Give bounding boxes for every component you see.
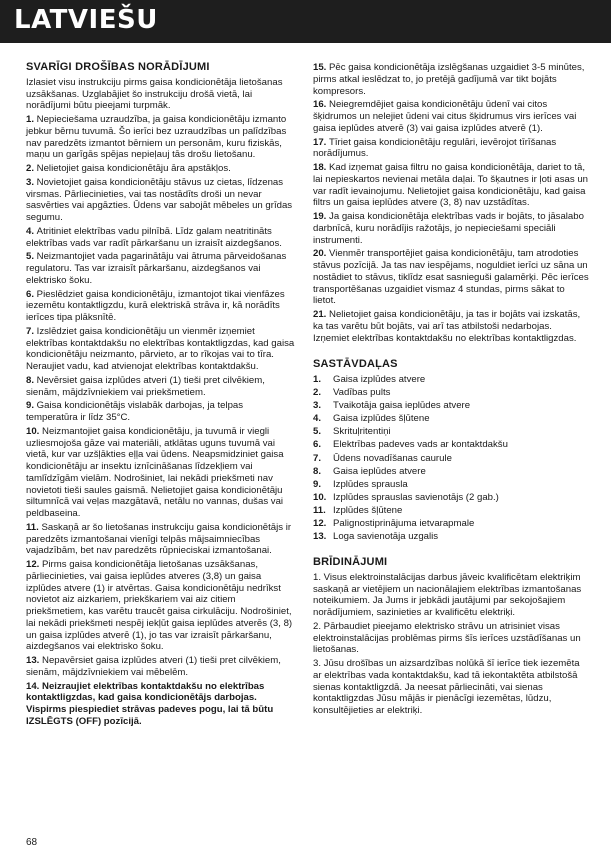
- safety-item-number: 15.: [313, 62, 330, 73]
- parts-item: [313, 453, 590, 465]
- parts-item-text: Tvaikotāja gaisa ieplūdes atvere: [333, 400, 471, 412]
- safety-item: [313, 211, 590, 246]
- parts-list: [313, 374, 590, 543]
- safety-item: [26, 681, 297, 728]
- safety-item: [26, 177, 297, 224]
- parts-item: [313, 413, 590, 425]
- parts-item: [313, 479, 590, 491]
- parts-item-text: Gaisa ieplūdes atvere: [333, 465, 426, 477]
- parts-item: [313, 518, 590, 530]
- safety-item-text: Nelietojiet gaisa kondicionētāju āra apstākļos.: [36, 163, 231, 174]
- safety-item: [26, 559, 297, 653]
- safety-item-text: Kad izņemat gaisa filtru no gaisa kondicionētāja, dariet to tā, lai nepieskartos nevienai metāla daļai. To šķautnes ir ļoti asas un var radīt ievainojumu. Nelietojiet gaisa kondicionētāju, kad gaisa filtrs un gaisa ieplūdes atvere (3, 8) nav uzstādītas.: [313, 162, 588, 209]
- parts-item: [313, 400, 590, 412]
- safety-item-text: Saskaņā ar šo lietošanas instrukciju gaisa kondicionētājs ir paredzēts izmantošanai vienīgi telpās mājsaimniecības vajadzībām, bet nav paredzēts rūpnieciskai izmantošanai.: [26, 521, 292, 557]
- safety-item-number: 2.: [26, 163, 37, 174]
- safety-list-left: [26, 114, 297, 728]
- safety-item-number: 11.: [26, 521, 42, 533]
- parts-item-text: Vadības pults: [333, 387, 391, 399]
- safety-item-number: 3.: [26, 176, 37, 188]
- safety-item: [26, 400, 297, 424]
- safety-item-number: 9.: [26, 400, 37, 412]
- parts-item-number: 6.: [313, 439, 322, 451]
- safety-item-number: 21.: [313, 309, 330, 320]
- parts-item: [313, 531, 590, 543]
- parts-item-number: 5.: [313, 426, 322, 438]
- parts-item-number: 8.: [313, 465, 322, 477]
- safety-item-text: Pirms gaisa kondicionētāja lietošanas uzsākšanas, pārliecinieties, vai gaisa ieplūdes atveres (3,8) un gaisa izplūdes atvere (1) ir atvērtas. Gaisa kondicionētāju nedrīkst novietot aiz aizkariem, priekškariem vai aiz citiem priekšmetiem, kas varētu traucēt gaisa cirkulāciju. Nodrošiniet, lai nekādi priekšmeti nespēj iekļūt gaisa ieplūdes atverēs (3, 8) un gaisa izplūdes atverē (1), jo tas var izraisīt pārkaršanu, aizdegšanos vai elektrisko šoku.: [26, 559, 293, 653]
- parts-item: [313, 426, 590, 438]
- safety-list-right: [313, 62, 590, 344]
- safety-item: [313, 62, 590, 97]
- safety-item-number: 18.: [313, 162, 330, 173]
- parts-item-number: 13.: [313, 531, 327, 543]
- parts-item-text: Loga savienotāja uzgalis: [333, 531, 439, 543]
- safety-item-number: 14.: [26, 680, 43, 692]
- right-column: [313, 62, 590, 719]
- parts-item-text: Ūdens novadīšanas caurule: [333, 452, 452, 464]
- safety-item: [26, 375, 297, 399]
- parts-item-text: Skrituļritentiņi: [333, 426, 391, 438]
- safety-item-text: Nepieciešama uzraudzība, ja gaisa kondicionētāju izmanto jebkur bērnu tuvumā. Šo ierīci bez uzraudzības un palīdzības nav paredzēts izmantot bērniem un personām, kuru fiziskās, maņu un garīgās spējas nepieļauj tās drošu lietošanu.: [26, 114, 287, 161]
- safety-item-text: Vienmēr transportējiet gaisa kondicionētāju, tam atrodoties stāvus pozīcijā. Ja tas nav iespējams, noguldiet ierīci uz sāna un nostādiet to stāvus, tiklīdz esat sasnieguši galamērķi. Pēc ierīces transportēšanas uzgaidiet vismaz 4 stundas, pirms sākat to lietot.: [313, 248, 589, 307]
- safety-item-number: 10.: [26, 425, 43, 437]
- safety-item-number: 20.: [313, 248, 330, 260]
- safety-item-number: 4.: [26, 225, 37, 237]
- parts-item-number: 10.: [313, 491, 327, 503]
- safety-item: [26, 655, 297, 679]
- safety-item-text: Neizmantojiet vada pagarinātāju vai ātruma pārveidošanas regulatoru. Tas var izraisīt pārkaršanu, aizdegšanos vai elektrisko šoku.: [26, 251, 287, 286]
- parts-item: [313, 439, 590, 451]
- page-header: [0, 0, 611, 43]
- safety-item: [313, 309, 590, 344]
- parts-item: [313, 466, 590, 478]
- parts-item-text: Gaisa izplūdes atvere: [333, 374, 426, 385]
- parts-item-number: 9.: [313, 478, 322, 490]
- safety-item: [26, 226, 297, 250]
- parts-item-text: Izplūdes šļūtene: [333, 504, 403, 516]
- safety-item: [313, 99, 590, 134]
- safety-item: [26, 251, 297, 286]
- safety-item-text: Neiegremdējiet gaisa kondicionētāju ūdenī vai citos šķidrumos un nelejiet ūdeni vai citus šķidrumus virs ierīces vai gaisa ieplūdes atverē (3) vai gaisa izplūdes atverē (1).: [313, 99, 577, 134]
- safety-item-text: Nepavērsiet gaisa izplūdes atveri (1) tieši pret cilvēkiem, sienām, mājdzīvniekiem vai mēbelēm.: [26, 655, 281, 678]
- safety-item-text: Atritiniet elektrības vadu pilnībā. Līdz galam neatritināts elektrības vads var radīt pārkaršanu un izraisīt aizdegšanos.: [26, 225, 282, 249]
- parts-item: [313, 387, 590, 399]
- safety-item-number: 1.: [26, 114, 37, 125]
- warning-item: 1. Visus elektroinstalācijas darbus jāveic kvalificētam elektriķim saskaņā ar vietējiem un nacionālajiem elektrības izmantošanas noteikumiem. Ja Jums ir jebkādi jautājumi par sekojošajiem norādījumiem, sazinieties ar kvalificētu elektriķi.: [313, 571, 582, 619]
- safety-item-text: Nevērsiet gaisa izplūdes atveri (1) tieši pret cilvēkiem, sienām, mājdzīvniekiem vai priekšmetiem.: [26, 374, 265, 398]
- safety-item-number: 17.: [313, 136, 330, 148]
- safety-title: SVARĪGI DROŠĪBAS NORĀDĪJUMI: [26, 61, 210, 73]
- safety-item: [313, 162, 590, 209]
- safety-item-number: 5.: [26, 251, 37, 263]
- parts-item: [313, 505, 590, 517]
- parts-item-number: 12.: [313, 518, 327, 530]
- warnings-list: [313, 572, 590, 717]
- safety-item-text: Izslēdziet gaisa kondicionētāju un vienmēr izņemiet elektrības kontaktdakšu no elektrības kontaktligzdas, kad gaisa kondicionētāju neizmanto, pārvieto, ar to rīkojas vai to tīra. Neraujiet vadu, kad atvienojat elektrības kontaktdakšu.: [26, 325, 295, 372]
- language-title: LATVIEŠU: [14, 5, 158, 35]
- safety-item-number: 7.: [26, 325, 37, 337]
- safety-item: [26, 163, 297, 175]
- parts-item-number: 3.: [313, 400, 322, 412]
- parts-item-number: 2.: [313, 387, 322, 399]
- safety-item-number: 8.: [26, 374, 37, 386]
- safety-item: [26, 114, 297, 161]
- safety-item-text: Ja gaisa kondicionētāja elektrības vads ir bojāts, to jāsalabo darbnīcā, kuru norādījis ražotājs, jo nepieciešami speciāli instrumenti.: [313, 211, 584, 246]
- safety-item: [26, 326, 297, 373]
- safety-item-text: Neizmantojiet gaisa kondicionētāju, ja tuvumā ir viegli uzliesmojoša gāze vai materiāli, atklātas uguns tuvumā vai vietā, kur var uzšļākties eļļa vai ūdens. Neapsmidziniet gaisa kondicionētāju ar insektu iznīcināšanas līdzekļiem vai tamlīdzīgām vielām. Nodrošiniet, lai nekādi priekšmeti nav novietoti tieši saules gaismā. Nelietojiet gaisa kondicionētāju siltumnīcā vai veļas mazgātavā, netālu no vannas, dušas vai peldbaseina.: [26, 425, 284, 519]
- parts-item-text: Izplūdes sprausla: [333, 478, 408, 490]
- safety-item: [313, 248, 590, 307]
- safety-item-number: 16.: [313, 99, 330, 111]
- parts-item-text: Palignostiprinājuma ietvarapmale: [333, 518, 475, 530]
- safety-item-text: Neizraujiet elektrības kontaktdakšu no elektrības kontaktligzdas, kad gaisa kondicionētājs darbojas. Vispirms piespiediet strāvas padeves pogu, lai tā būtu IZSLĒGTS (OFF) pozīcijā.: [26, 680, 274, 727]
- safety-item-text: Nelietojiet gaisa kondicionētāju, ja tas ir bojāts vai izskatās, ka tas varētu būt bojāts, vai arī tas atbilstoši nedarbojas. Izņemiet elektrības kontaktdakšu no elektrības kontaktligzdas.: [313, 309, 581, 344]
- parts-title: SASTĀVDAĻAS: [313, 358, 398, 371]
- safety-item: [313, 137, 590, 161]
- parts-item: [313, 374, 590, 386]
- safety-item-number: 6.: [26, 288, 37, 300]
- warnings-title: BRĪDINĀJUMI: [313, 556, 388, 569]
- warning-item: 2. Pārbaudiet pieejamo elektrisko strāvu un atrisiniet visas elektroinstalācijas problēmas pirms šīs ierīces uzstādīšanas un lietošanas.: [313, 620, 581, 656]
- left-column: [26, 62, 297, 730]
- safety-item-number: 19.: [313, 211, 330, 222]
- parts-item-number: 7.: [313, 452, 322, 464]
- safety-item-text: Pieslēdziet gaisa kondicionētāju, izmantojot tikai vienfāzes iezemētu kontaktligzdu, kurā elektriskā strāva ir, kā norādīts ierīces tipa plāksnītē.: [26, 288, 285, 323]
- parts-item-number: 11.: [313, 504, 326, 516]
- safety-intro: Izlasiet visu instrukciju pirms gaisa kondicionētāja lietošanas uzsākšanas. Uzglabājiet šo instrukciju drošā vietā, lai norādījumi būtu pieejami turpmāk.: [26, 76, 283, 112]
- safety-item-text: Novietojiet gaisa kondicionētāju stāvus uz cietas, līdzenas virsmas. Pārliecinieties, vai tas nostādīts droši un nevar sasvērties vai apgāzties. Ūdens var sabojāt mēbeles un grīdas segumu.: [26, 176, 293, 223]
- safety-item: [26, 289, 297, 324]
- parts-item: [313, 492, 590, 504]
- warning-item: 3. Jūsu drošības un aizsardzības nolūkā šī ierīce tiek iezemēta ar elektrības vada kontaktdakšu, kad tā iekontaktēta atbilstošā sienas kontaktligzdā. Ja neesat pārliecināti, vai sienas kontaktligzdas Jūsu mājās ir pienācīgi iezemētas, lūdzu, konsultējieties ar elektriķi.: [313, 658, 580, 717]
- safety-item-text: Gaisa kondicionētājs vislabāk darbojas, ja telpas temperatūra ir līdz 35°C.: [26, 400, 244, 423]
- parts-item-text: Izplūdes sprauslas savienotājs (2 gab.): [333, 491, 499, 503]
- parts-item-text: Gaisa izplūdes šļūtene: [333, 413, 430, 425]
- safety-item: [26, 426, 297, 520]
- safety-item-number: 13.: [26, 655, 43, 666]
- parts-item-number: 1.: [313, 374, 322, 385]
- safety-item-number: 12.: [26, 559, 43, 570]
- safety-item-text: Pēc gaisa kondicionētāja izslēgšanas uzgaidiet 3-5 minūtes, pirms atkal ieslēdzat to, jo pretējā gadījumā var tikt bojāts kompresors.: [313, 62, 585, 97]
- safety-item-text: Tīriet gaisa kondicionētāju regulāri, ievērojot tīrīšanas norādījumus.: [313, 136, 557, 160]
- safety-item: [26, 522, 297, 557]
- parts-item-number: 4.: [313, 413, 322, 425]
- parts-item-text: Elektrības padeves vads ar kontaktdakšu: [333, 439, 508, 451]
- page-number: 68: [26, 837, 38, 848]
